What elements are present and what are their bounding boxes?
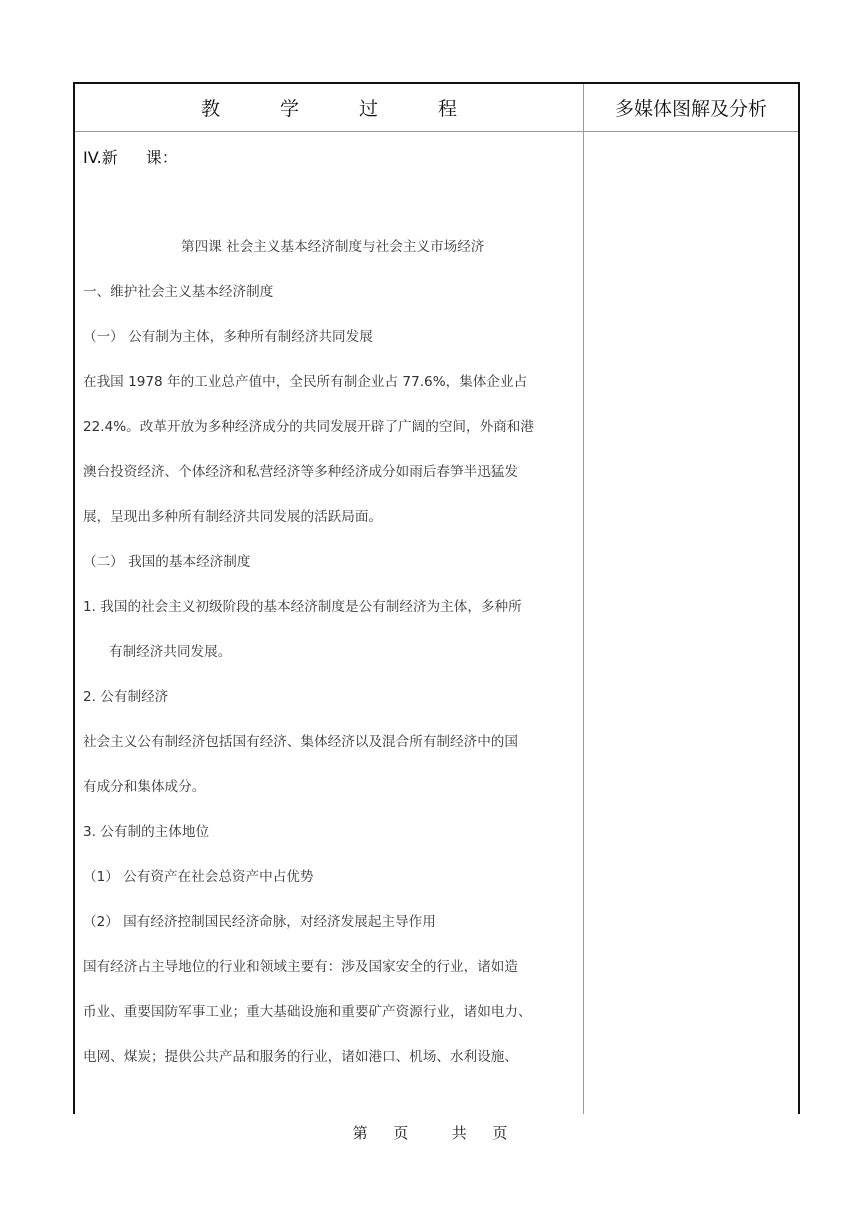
content-line: 澳台投资经济、个体经济和私营经济等多种经济成分如雨后春笋半迅猛发 bbox=[83, 464, 518, 480]
content-line: 国有经济占主导地位的行业和领域主要有：涉及国家安全的行业，诸如造 bbox=[83, 959, 518, 975]
content-line: 在我国 1978 年的工业总产值中，全民所有制企业占 77.6%，集体企业占 bbox=[83, 374, 528, 390]
content-line: 展，呈现出多种所有制经济共同发展的活跃局面。 bbox=[83, 509, 383, 525]
content-line: （2） 国有经济控制国民经济命脉，对经济发展起主导作用 bbox=[83, 914, 436, 930]
content-line: 一、维护社会主义基本经济制度 bbox=[83, 284, 274, 300]
content-line: （二） 我国的基本经济制度 bbox=[83, 554, 251, 570]
header-teaching-process: 教学过程 bbox=[200, 98, 517, 120]
section-lead-label-2: 课： bbox=[145, 148, 178, 167]
column-divider bbox=[583, 84, 584, 1114]
section-lead-label: IV.新 bbox=[83, 148, 118, 167]
content-line: （1） 公有资产在社会总资产中占优势 bbox=[83, 869, 314, 885]
footer-total-suffix: 页 bbox=[492, 1124, 508, 1142]
content-line: 电网、煤炭；提供公共产品和服务的行业，诸如港口、机场、水利设施、 bbox=[83, 1049, 518, 1065]
section-lead bbox=[83, 145, 178, 168]
content-line: 有成分和集体成分。 bbox=[83, 779, 206, 795]
table-header-row bbox=[75, 84, 798, 132]
content-line: 3. 公有制的主体地位 bbox=[83, 824, 210, 840]
footer-page-suffix: 页 bbox=[393, 1124, 409, 1142]
footer-page-label: 第 bbox=[352, 1124, 368, 1142]
content-line: （一） 公有制为主体，多种所有制经济共同发展 bbox=[83, 329, 373, 345]
content-line: 社会主义公有制经济包括国有经济、集体经济以及混合所有制经济中的国 bbox=[83, 734, 518, 750]
content-line: 1. 我国的社会主义初级阶段的基本经济制度是公有制经济为主体，多种所 bbox=[83, 599, 522, 615]
content-line: 22.4%。改革开放为多种经济成分的共同发展开辟了广阔的空间，外商和港 bbox=[83, 419, 534, 435]
lesson-title: 第四课 社会主义基本经济制度与社会主义市场经济 bbox=[181, 239, 485, 255]
content-line: 币业、重要国防军事工业；重大基础设施和重要矿产资源行业，诸如电力、 bbox=[83, 1004, 532, 1020]
content-line: 2. 公有制经济 bbox=[83, 689, 169, 705]
lesson-table bbox=[73, 82, 800, 1114]
page-footer bbox=[0, 1122, 860, 1143]
header-multimedia-analysis: 多媒体图解及分析 bbox=[614, 98, 767, 120]
content-line: 有制经济共同发展。 bbox=[109, 644, 232, 660]
footer-total-label: 共 bbox=[451, 1124, 467, 1142]
